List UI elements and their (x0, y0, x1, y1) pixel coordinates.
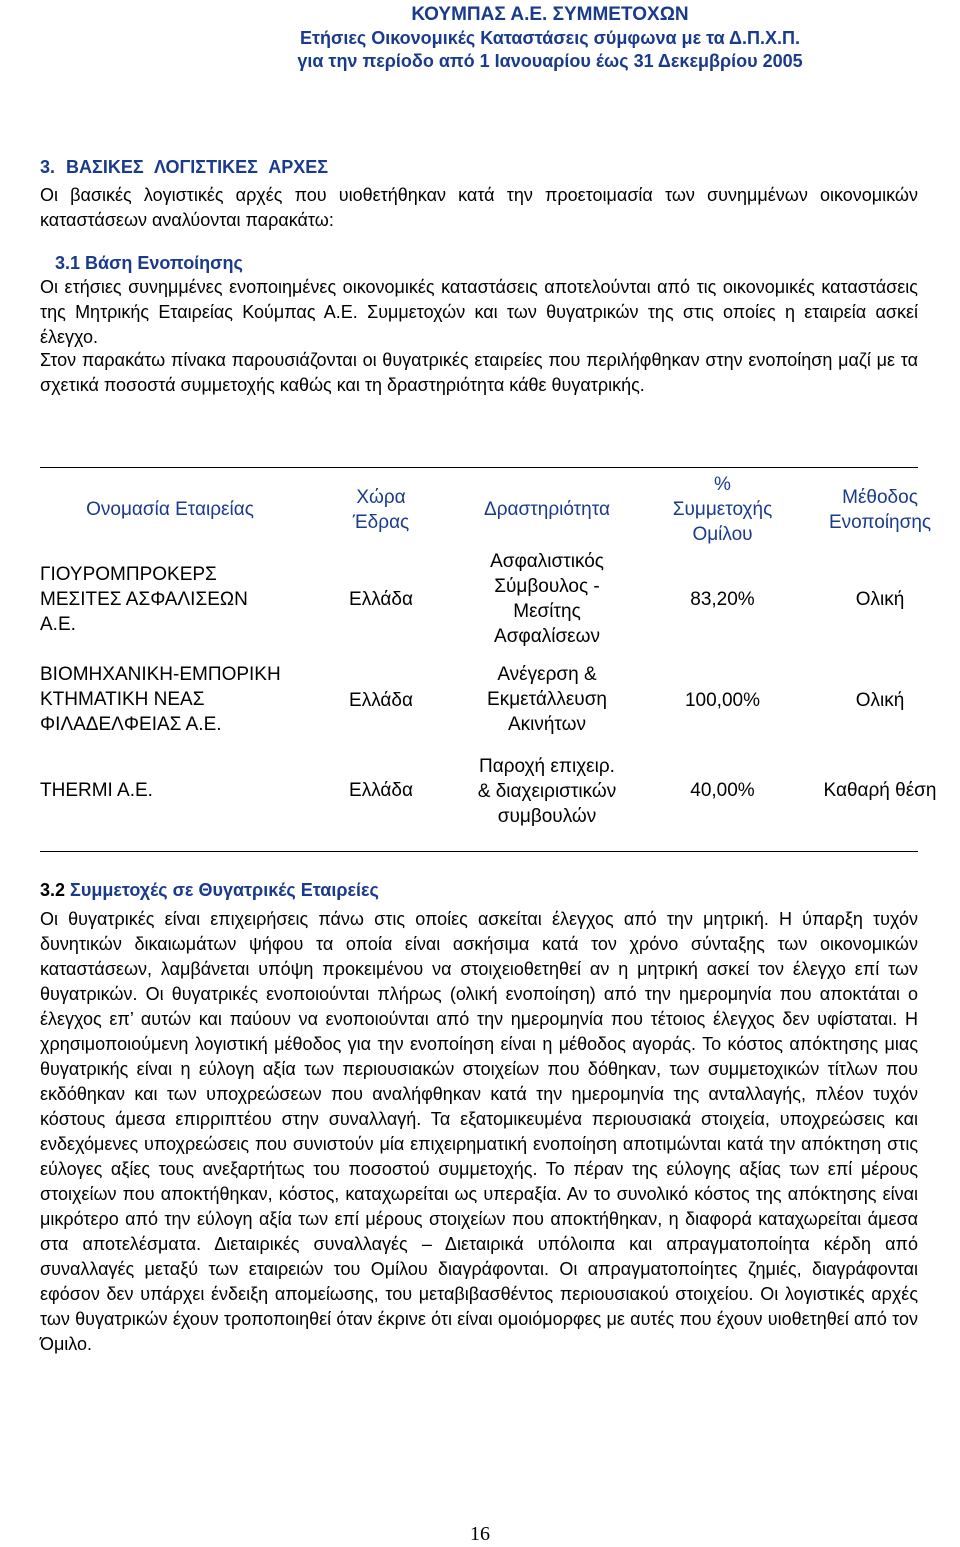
table-top-rule (40, 467, 918, 468)
section-3-2-heading: Συμμετοχές σε Θυγατρικές Εταιρείες (70, 880, 379, 900)
table-row-1-method: Ολική (855, 589, 905, 610)
section-3-1-title: 3.1 Βάση Ενοποίησης (55, 253, 243, 273)
section-3-1-para2: Στον παρακάτω πίνακα παρουσιάζονται οι θυγατρικές εταιρείες που περιλήφθηκαν στην ενοποίηση μαζί με τα σχετικά ποσοστά συμμετοχής καθώς και τη δραστηριότητα κάθε θυγατρικής. (40, 350, 918, 395)
header-period: για την περίοδο από 1 Ιανουαρίου έως 31 Δεκεμβρίου 2005 (297, 51, 803, 71)
table-row-1-activity: Ασφαλιστικός Σύμβουλος - Μεσίτης Ασφαλίσεων (490, 551, 604, 647)
table-header-pct: % Συμμετοχής Ομίλου (672, 474, 773, 545)
page-number: 16 (470, 1523, 490, 1545)
table-row-2-method: Ολική (855, 690, 905, 711)
section-3-2-title (40, 880, 379, 901)
table-row-3-pct: 40,00% (690, 780, 755, 801)
header-company: ΚΟΥΜΠΑΣ Α.Ε. ΣΥΜΜΕΤΟΧΩΝ (411, 4, 689, 25)
table-header-activity: Δραστηριότητα (484, 499, 610, 520)
table-row-2-pct: 100,00% (684, 690, 760, 711)
table-row-1-name: ΓΙΟΥΡΟΜΠΡΟΚΕΡΣ ΜΕΣΙΤΕΣ ΑΣΦΑΛΙΣΕΩΝ Α.Ε. (40, 564, 248, 635)
table-row-2-name: ΒΙΟΜΗΧΑΝΙΚΗ-ΕΜΠΟΡΙΚΗ ΚΤΗΜΑΤΙΚΗ ΝΕΑΣ ΦΙΛΑΔΕΛΦΕΙΑΣ Α.Ε. (40, 664, 281, 735)
table-header-method: Μέθοδος Ενοποίησης (828, 487, 932, 533)
table-row-3-country: Ελλάδα (349, 780, 413, 801)
table-row-3-method: Καθαρή θέση (823, 780, 937, 801)
table-header-name: Ονομασία Εταιρείας (86, 499, 254, 520)
section-3-1-para1: Οι ετήσιες συνημμένες ενοποιημένες οικονομικές καταστάσεις αποτελούνται από τις οικονομικές καταστάσεις της Μητρικής Εταιρείας Κούμπας Α.Ε. Συμμετοχών και των θυγατρικών της στις οποίες η εταιρεία ασκεί έλεγχο. (40, 277, 918, 347)
table-row-3-name: THERMI A.E. (40, 780, 153, 801)
table-row-1-country: Ελλάδα (349, 589, 413, 610)
table-row-2-country: Ελλάδα (349, 690, 413, 711)
table-row-3-activity: Παροχή επιχειρ. & διαχειριστικών συμβουλών (477, 756, 617, 827)
table-row-1-pct: 83,20% (690, 589, 755, 610)
section-3-2-para: Οι θυγατρικές είναι επιχειρήσεις πάνω στις οποίες ασκείται έλεγχος από την μητρική. Η ύπαρξη τυχόν δυνητικών δικαιωμάτων ψήφου τα οποία είναι ασκήσιμα κατά τον χρόνο σύνταξης των οικονομικών καταστάσεων, λαμβάνεται υπόψη προκειμένου να στοιχειοθετηθεί αν η μητρική ασκεί τον έλεγχο επί των θυγατρικών. Οι θυγατρικές ενοποιούνται πλήρως (ολική ενοποίηση) από την ημερομηνία που αποκτάται ο έλεγχος επ’ αυτών και παύουν να ενοποιούνται από την ημερομηνία που τέτοιος έλεγχος δεν υφίσταται. Η χρησιμοποιούμενη λογιστική μέθοδος για την ενοποίηση είναι η μέθοδος αγοράς. Το κόστος απόκτησης μιας θυγατρικής είναι η εύλογη αξία των περιουσιακών στοιχείων που δόθηκαν, των συμμετοχικών τίτλων που εκδόθηκαν και των υποχρεώσεων που αναλήφθηκαν κατά την ημερομηνία της ανταλλαγής, πλέον τυχόν κόστους άμεσα επιρριπτέου στην συναλλαγή. Τα εξατομικευμένα περιουσιακά στοιχεία, υποχρεώσεις και ενδεχόμενες υποχρεώσεις που συνιστούν μία επιχειρηματική ενοποίηση αποτιμώνται κατά την απόκτηση στις εύλογες αξίες τους ανεξαρτήτως του ποσοστού συμμετοχής. Το πέραν της εύλογης αξίας των επί μέρους στοιχείων που αποκτήθηκαν, κόστος, καταχωρείται ως υπεραξία. Αν το συνολικό κόστος της απόκτησης είναι μικρότερο από την εύλογη αξία των επί μέρους στοιχείων που αποκτήθηκαν, η διαφορά καταχωρείται άμεσα στα αποτελέσματα. Διεταιρικές συναλλαγές – Διεταιρικά υπόλοιπα και απραγματοποίητα κέρδη από συναλλαγές μεταξύ των εταιρειών του Ομίλου διαγράφονται. Οι απραγματοποίητες ζημιές, διαγράφονται εφόσον δεν υπάρχει ένδειξη απομείωσης, του μεταβιβασθέντος περιουσιακού στοιχείου. Οι λογιστικές αρχές των θυγατρικών έχουν τροποποιηθεί όταν έκρινε ότι είναι ομοιόμορφες με αυτές που έχουν υιοθετηθεί από τον Όμιλο. (40, 909, 918, 1354)
table-row-2-activity: Ανέγερση & Εκμετάλλευση Ακινήτων (487, 664, 607, 735)
section-3-2-number: 3.2 (40, 880, 66, 900)
section-3-intro: Οι βασικές λογιστικές αρχές που υιοθετήθηκαν κατά την προετοιμασία των συνημμένων οικονομικών καταστάσεων αναλύονται παρακάτω: (40, 185, 918, 230)
header-subtitle: Ετήσιες Οικονομικές Καταστάσεις σύμφωνα με τα Δ.Π.Χ.Π. (299, 28, 800, 48)
table-header-country: Χώρα Έδρας (352, 487, 410, 533)
table-bottom-rule (40, 851, 918, 852)
section-3-title: 3. ΒΑΣΙΚΕΣ ΛΟΓΙΣΤΙΚΕΣ ΑΡΧΕΣ (40, 157, 329, 177)
